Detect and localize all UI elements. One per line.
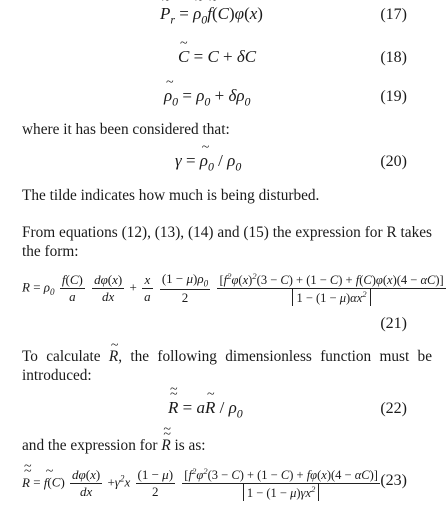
equation-22-body: ~ R ~ = a~ R / $\rho_0$ <box>168 398 243 421</box>
equation-19-number: (19) <box>380 88 407 105</box>
paragraph-where: where it has been considered that: <box>22 121 230 138</box>
paragraph-and-expression <box>22 436 432 455</box>
equation-18-body: ~ C = C + δC <box>178 47 256 67</box>
equation-22-number: (22) <box>380 400 407 417</box>
equation-19 <box>0 86 441 112</box>
equation-17-number: (17) <box>380 6 407 23</box>
paragraph-from-equations: From equations (12), (13), (14) and (15) the expression for R takes the form: <box>22 224 432 260</box>
equation-17 <box>0 4 441 30</box>
r-tilde-symbol: ~ R <box>109 347 118 366</box>
paragraph-tilde-note: The tilde indicates how much is being disturbed. <box>22 187 320 204</box>
equation-23 <box>0 462 441 506</box>
equation-19-body: ~ $\rho_0 = \rho_0 + \delta\rho_0$ <box>164 86 250 109</box>
equation-21-body: $R = \rho_0$ $\frac{f(C)}{a}$ $\frac{d\varphi(x)}{dx}$ + $\frac{x}{a}$ $\frac{(1 - \mu)\rho_0}{2}$ $\frac{[f^2\varphi(x)^2(3 - C) + (1 - C) + f(C)\varphi(x)(4 - \alpha C)]}{1 - (1 - \mu)\alpha x^2}$ <box>22 271 444 306</box>
and-expr-pre: and the expression for <box>22 437 158 454</box>
equation-21-number: (21) <box>380 315 407 332</box>
equation-20 <box>0 151 441 177</box>
paragraph-to-calculate <box>22 347 432 385</box>
and-expr-post: is as: <box>170 437 206 454</box>
equation-20-number: (20) <box>380 153 407 170</box>
equation-18-number: (18) <box>380 49 407 66</box>
equation-23-body: ~ R ~ = ~ f(C) $\frac{d\varphi(x)}{dx}$ $+\gamma^2x$ $\frac{(1 - \mu)}{2}$ $\frac{[f^2\varphi^2(3 - C) + (1 - C) + f\varphi(x)(4 - \alpha C)]}{1 - (1 - \mu)\gamma x^2}$ <box>22 466 382 501</box>
to-calc-post: , the following dimensionless function must be introduced: <box>22 348 432 384</box>
equation-17-body: ~ $P_r$ = ~ $\rho_0\sim$ f(C)φ(x) <box>160 4 263 27</box>
equation-20-body: γ = ~ $\rho_0 / \rho_0$ <box>175 151 241 174</box>
r-double-tilde-symbol: ~ R ~ <box>161 436 170 455</box>
equation-18 <box>0 47 441 71</box>
equation-22 <box>0 398 441 424</box>
to-calc-pre: To calculate <box>22 348 101 365</box>
equation-23-number: (23) <box>380 472 407 489</box>
